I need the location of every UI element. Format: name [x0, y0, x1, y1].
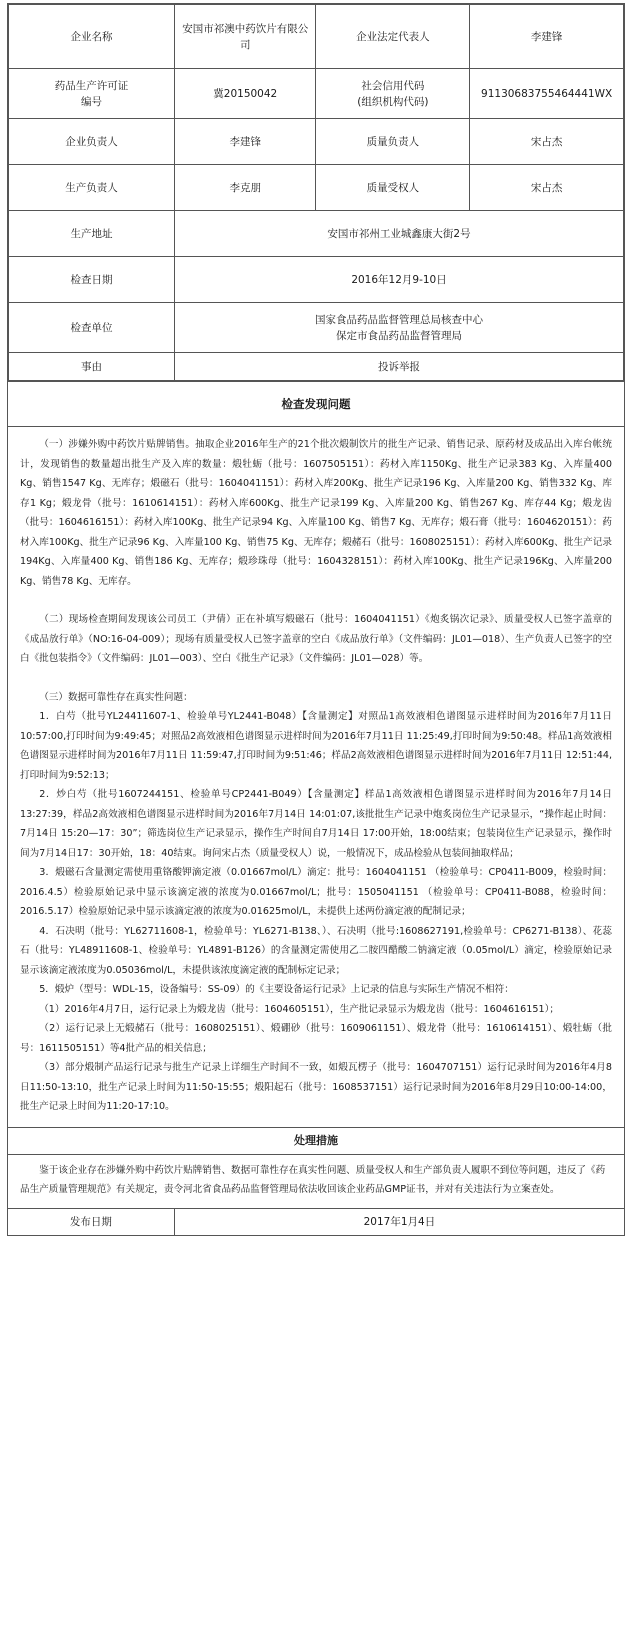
measures-body	[8, 1154, 624, 1208]
legal-rep-label: 企业法定代表人	[316, 5, 470, 69]
license-label-line1: 药品生产许可证	[54, 79, 129, 92]
credit-label-line2: (组织机构代码)	[357, 95, 429, 108]
publish-date-table	[8, 1208, 624, 1235]
finding-item-5: 5．煅炉（型号：WDL-15，设备编号：SS-09）的《主要设备运行记录》上记录的信息与实际生产情况不相符：	[39, 984, 514, 995]
company-name-line2: 司	[240, 38, 251, 51]
credit-label	[316, 69, 470, 119]
inspection-unit-label: 检查单位	[9, 303, 175, 353]
license-value: 冀20150042	[175, 69, 316, 119]
production-head-label: 生产负责人	[9, 165, 175, 211]
address-label: 生产地址	[9, 211, 175, 257]
row-publish-date	[8, 1208, 624, 1235]
row-license	[9, 69, 624, 119]
inspection-date-value: 2016年12月9-10日	[175, 257, 624, 303]
production-head-value: 李克朋	[175, 165, 316, 211]
credit-value: 91130683755464441WX	[470, 69, 624, 119]
company-head-value: 李建锋	[175, 119, 316, 165]
row-inspection-unit	[9, 303, 624, 353]
reason-label: 事由	[9, 353, 175, 381]
finding-paragraph-2: （二）现场检查期间发现该公司员工（尹倩）正在补填写煅磁石（批号：1604041151）《炮炙锅次记录》、质量受权人已签字盖章的《成品放行单》（NO:16-04-009）；现场有质量受权人已签字盖章的空白《成品放行单》（文件编码：JL01—018）、生产负责人已签字的空白《批包装指令》（文件编码：JL01—003）、空白《批生产记录》（文件编码：JL01—028）等。	[20, 614, 612, 664]
row-reason	[9, 353, 624, 381]
legal-rep-value: 李建锋	[470, 5, 624, 69]
credit-label-line1: 社会信用代码	[361, 79, 425, 92]
license-label	[9, 69, 175, 119]
inspection-unit-line2: 保定市食品药品监督管理局	[336, 329, 463, 342]
inspection-unit-line1: 国家食品药品监督管理总局核查中心	[315, 313, 484, 326]
finding-item-1: 1．白芍（批号YL24411607-1、检验单号YL2441-B048）【含量测定】对照品1高效液相色谱图显示进样时间为2016年7月11日 10:57:00,打印时间为9:49:45；对照品2高效液相色谱图显示进样时间为2016年7月11日 11:25:49,打印时间为9:50:48。样品1高效液相色谱图显示进样时间为2016年7月11日 11:59:47,打印时间为9:51:46；样品2高效液相色谱图显示进样时间为2016年7月11日 12:51:44,打印时间为9:52:13；	[20, 711, 612, 781]
publish-date-value: 2017年1月4日	[363, 1216, 436, 1228]
address-value: 安国市祁州工业城鑫康大街2号	[175, 211, 624, 257]
quality-head-value: 宋占杰	[470, 119, 624, 165]
inspection-notice-sheet	[7, 3, 625, 1236]
quality-head-label: 质量负责人	[316, 119, 470, 165]
license-label-line2: 编号	[81, 95, 103, 108]
inspection-unit-value	[175, 303, 624, 353]
reason-value: 投诉举报	[175, 353, 624, 381]
finding-item-5-3: （3）部分煅制产品运行记录与批生产记录上详细生产时间不一致，如煅瓦楞子（批号：1604707151）运行记录时间为2016年4月8日11:50-13:10，批生产记录上时间为11:50-15:55；煅阳起石（批号：1608537151）运行记录时间为2016年8月29日10:00-14:00，批生产记录上时间为11:20-17:10。	[20, 1062, 612, 1112]
company-name-value	[175, 5, 316, 69]
company-name-line1: 安国市祁澳中药饮片有限公	[182, 22, 309, 35]
inspection-date-label: 检查日期	[9, 257, 175, 303]
row-production-head	[9, 165, 624, 211]
row-inspection-date	[9, 257, 624, 303]
company-head-label: 企业负责人	[9, 119, 175, 165]
row-company-name	[9, 5, 624, 69]
row-address	[9, 211, 624, 257]
finding-item-5-1: （1）2016年4月7日，运行记录上为煅龙齿（批号：1604605151），生产批记录显示为煅龙齿（批号：1604616151）；	[39, 1003, 559, 1015]
finding-paragraph-1: （一）涉嫌外购中药饮片贴牌销售。抽取企业2016年生产的21个批次煅制饮片的批生产记录、销售记录、原药材及成品出入库台帐统计，发现销售的数量超出批生产及入库的数量：煅牡蛎（批号：1607505151）：药材入库1150Kg、批生产记录383 Kg、入库量400 Kg、销售1547 Kg、无库存；煅磁石（批号：1604041151）：药材入库200Kg、批生产记录196 Kg、入库量200 Kg、销售332 Kg、库存1 Kg；煅龙骨（批号：1610614151）：药材入库600Kg、批生产记录199 Kg、入库量200 Kg、销售267 Kg、库存44 Kg；煅龙齿（批号：1604616151）：药材入库100Kg、批生产记录94 Kg、入库量100 Kg、销售7 Kg、无库存；煅石膏（批号：1604620151）：药材入库100Kg、批生产记录96 Kg、入库量100 Kg、销售75 Kg、无库存；煅赭石（批号：1608025151）：药材入库600Kg、批生产记录194Kg、入库量400 Kg、销售186 Kg、无库存；煅珍珠母（批号：1604328151）：药材入库100Kg、批生产记录196Kg、入库量200 Kg、销售78 Kg、无库存。	[20, 439, 612, 587]
row-company-head	[9, 119, 624, 165]
finding-item-3: 3．煅磁石含量测定需使用重铬酸钾滴定液（0.01667mol/L）滴定：批号：1604041151 （检验单号：CP0411-B009，检验时间：2016.4.5）检验原始记录中显示该滴定液的浓度为0.01667mol/L；批号：1505041151 （检验单号：CP0411-B088，检验时间：2016.5.17）检验原始记录中显示该滴定液的浓度为0.01625mol/L，未提供上述两份滴定液的配制记录；	[20, 867, 612, 917]
publish-date-label: 发布日期	[8, 1208, 174, 1235]
finding-item-5-2: （2）运行记录上无煅赭石（批号：1608025151）、煅硼砂（批号：1609061151）、煅龙骨（批号：1610614151）、煅牡蛎（批号：1611505151）等4批产品的相关信息；	[20, 1023, 612, 1054]
findings-title: 检查发现问题	[8, 381, 624, 426]
finding-paragraph-3-title: （三）数据可靠性存在真实性问题：	[39, 691, 193, 703]
company-info-table	[8, 4, 624, 381]
finding-item-2: 2．炒白芍（批号1607244151、检验单号CP2441-B049）【含量测定】样品1高效液相色谱图显示进样时间为2016年7月14日 13:27:39，样品2高效液相色谱图显示进样时间为2016年7月14日 14:01:07,该批批生产记录中炮炙岗位生产记录显示，“操作起止时间：7月14日 15:20—17：30”；筛选岗位生产记录显示，操作生产时间自7月14日 17:00开始，18:00结束；包装岗位生产记录显示，操作时间为7月14日17：30开始，18：40结束。询问宋占杰（质量受权人）说，一般情况下，成品检验从包装间抽取样品；	[20, 789, 612, 859]
finding-item-4: 4．石决明（批号：YL62711608-1，检验单号：YL6271-B138、）、石决明（批号:1608627191,检验单号：CP6271-B138）、花蕊石（批号：YL48911608-1、检验单号：YL4891-B126）的含量测定需使用乙二胺四醋酸二钠滴定液（0.05mol/L）滴定，检验原始记录显示该滴定液浓度为0.05036mol/L，未提供该浓度滴定液的配制标定记录；	[20, 925, 612, 976]
quality-authorized-value: 宋占杰	[470, 165, 624, 211]
quality-authorized-label: 质量受权人	[316, 165, 470, 211]
measures-title: 处理措施	[8, 1127, 624, 1154]
measures-text: 鉴于该企业存在涉嫌外购中药饮片贴牌销售、数据可靠性存在真实性问题、质量受权人和生产部负责人履职不到位等问题，违反了《药品生产质量管理规范》有关规定，责令河北省食品药品监督管理局依法收回该企业药品GMP证书，并对有关违法行为立案查处。	[20, 1164, 606, 1195]
company-name-label: 企业名称	[9, 5, 175, 69]
findings-body	[8, 426, 624, 1127]
